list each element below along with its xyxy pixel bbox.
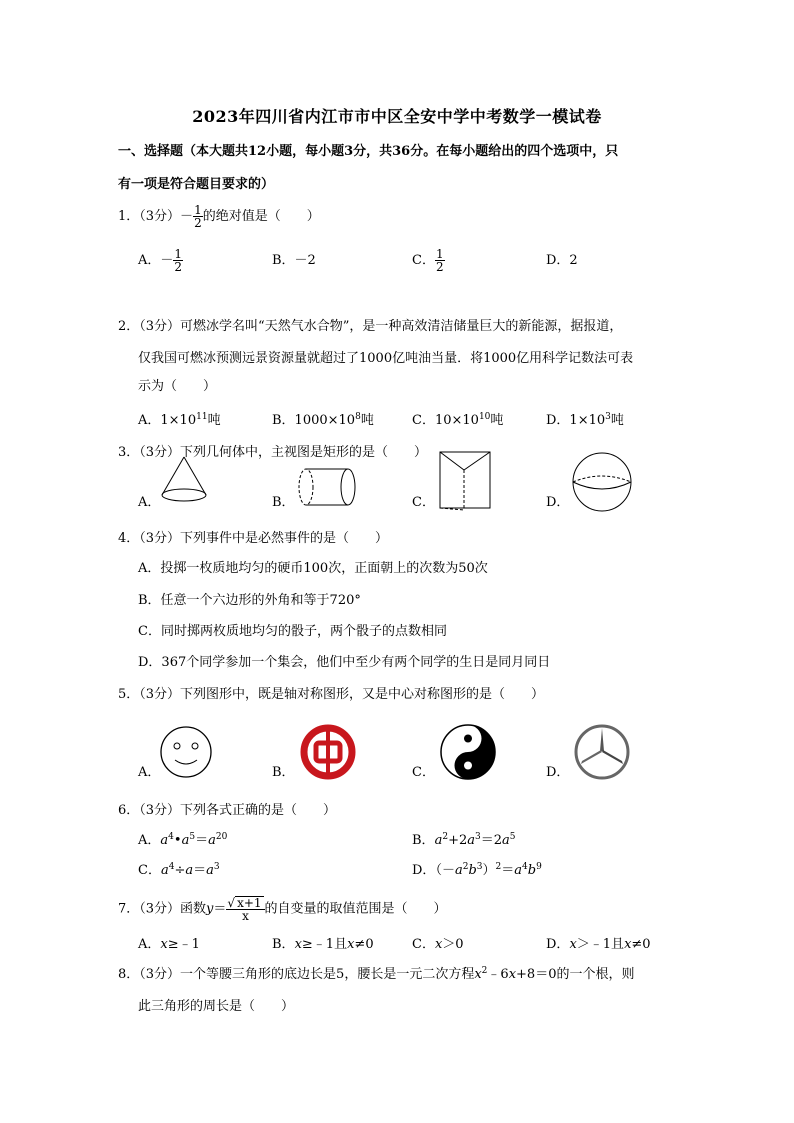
question-2-option-c[interactable]: C．$10\times 10^{10}$吨 xyxy=(412,412,504,428)
question-7-option-d[interactable]: D．x＞﹣1且x≠0 xyxy=(546,937,651,952)
question-2-line3: 示为（ ） xyxy=(138,379,217,394)
question-8-line1: 8．（3分）一个等腰三角形的底边长是5，腰长是一元二次方程$x^2﹣6x+8=0$的一个根，则 xyxy=(118,966,635,982)
question-2-option-b[interactable]: B．$1000\times 10^8$吨 xyxy=(272,412,374,428)
question-6-option-d[interactable]: D．$(-a^2b^3)^2=a^4b^9$ xyxy=(412,862,542,878)
question-6-option-a[interactable]: A．$a^4•a^5=a^{20}$ xyxy=(138,832,228,848)
question-1-stem: 1．（3分）－ $\frac{1}{2}$ 的绝对值是（ ） xyxy=(118,203,320,230)
question-5-option-a[interactable]: A． xyxy=(138,765,161,780)
question-1-option-a[interactable]: A．－ $\frac{1}{2}$ xyxy=(138,247,183,274)
question-1-option-d[interactable]: D．2 xyxy=(546,253,578,268)
question-2-option-a[interactable]: A．$1\times 10^{11}$吨 xyxy=(138,412,221,428)
question-5-option-c[interactable]: C． xyxy=(412,765,435,780)
three-pointed-star-logo-icon xyxy=(572,722,632,782)
question-3-stem: 3．（3分）下列几何体中，主视图是矩形的是（ ） xyxy=(118,445,428,460)
question-5-option-b[interactable]: B． xyxy=(272,765,295,780)
question-7-option-a[interactable]: A．x≥﹣1 xyxy=(138,937,200,952)
section-heading-line1: 一、选择题（本大题共12小题，每小题3分，共36分。在每小题给出的四个选项中，只 xyxy=(118,144,619,159)
smiley-face-icon xyxy=(158,724,214,780)
question-7-stem: 7．（3分）函数y＝ $\frac{√ x+1}{x}$ 的自变量的取值范围是（ ） xyxy=(118,896,447,923)
question-7-option-b[interactable]: B．x≥﹣1且x≠0 xyxy=(272,937,374,952)
yin-yang-icon xyxy=(438,722,498,782)
question-6-option-c[interactable]: C．$a^4\div a=a^3$ xyxy=(138,862,220,878)
question-3-option-b[interactable]: B． xyxy=(272,495,295,510)
question-3-option-d[interactable]: D． xyxy=(546,495,570,510)
question-7-option-c[interactable]: C．x＞0 xyxy=(412,937,464,952)
question-1-option-c[interactable]: C． $\frac{1}{2}$ xyxy=(412,247,444,274)
question-4-option-a[interactable]: A．投掷一枚质地均匀的硬币100次，正面朝上的次数为50次 xyxy=(138,561,488,576)
sphere-icon xyxy=(570,450,634,514)
question-4-option-d[interactable]: D．367个同学参加一个集会，他们中至少有两个同学的生日是同月同日 xyxy=(138,655,551,670)
question-6-stem: 6．（3分）下列各式正确的是（ ） xyxy=(118,803,337,818)
question-6-option-b[interactable]: B．$a^2+2a^3=2a^5$ xyxy=(412,832,516,848)
fraction: $\frac{√ x+1}{x}$ xyxy=(226,896,264,922)
triangular-prism-icon xyxy=(434,450,496,512)
question-2-option-d[interactable]: D．$1\times 10^3$吨 xyxy=(546,412,624,428)
question-4-stem: 4．（3分）下列事件中是必然事件的是（ ） xyxy=(118,531,389,546)
question-3-option-c[interactable]: C． xyxy=(412,495,435,510)
question-4-option-b[interactable]: B．任意一个六边形的外角和等于720° xyxy=(138,593,361,608)
question-1-option-b[interactable]: B．－2 xyxy=(272,253,316,268)
bank-of-china-logo-icon xyxy=(300,724,356,780)
fraction: $\frac{1}{2}$ xyxy=(194,203,202,230)
cylinder-icon xyxy=(296,466,360,508)
question-4-option-c[interactable]: C．同时掷两枚质地均匀的骰子，两个骰子的点数相同 xyxy=(138,624,447,639)
question-2-line2: 仅我国可燃冰预测远景资源量就超过了1000亿吨油当量．将1000亿用科学记数法可表 xyxy=(138,351,634,366)
section-heading-line2: 有一项是符合题目要求的） xyxy=(118,177,275,192)
question-5-stem: 5．（3分）下列图形中，既是轴对称图形，又是中心对称图形的是（ ） xyxy=(118,687,545,702)
cone-icon xyxy=(158,455,210,505)
question-5-option-d[interactable]: D． xyxy=(546,765,570,780)
question-8-line2: 此三角形的周长是（ ） xyxy=(138,999,295,1014)
question-3-option-a[interactable]: A． xyxy=(138,495,161,510)
question-2-line1: 2．（3分）可燃冰学名叫“天然气水合物”，是一种高效清洁储量巨大的新能源，据报道， xyxy=(118,319,623,334)
page-title: 2023年四川省内江市市中区全安中学中考数学一模试卷 xyxy=(192,107,602,126)
